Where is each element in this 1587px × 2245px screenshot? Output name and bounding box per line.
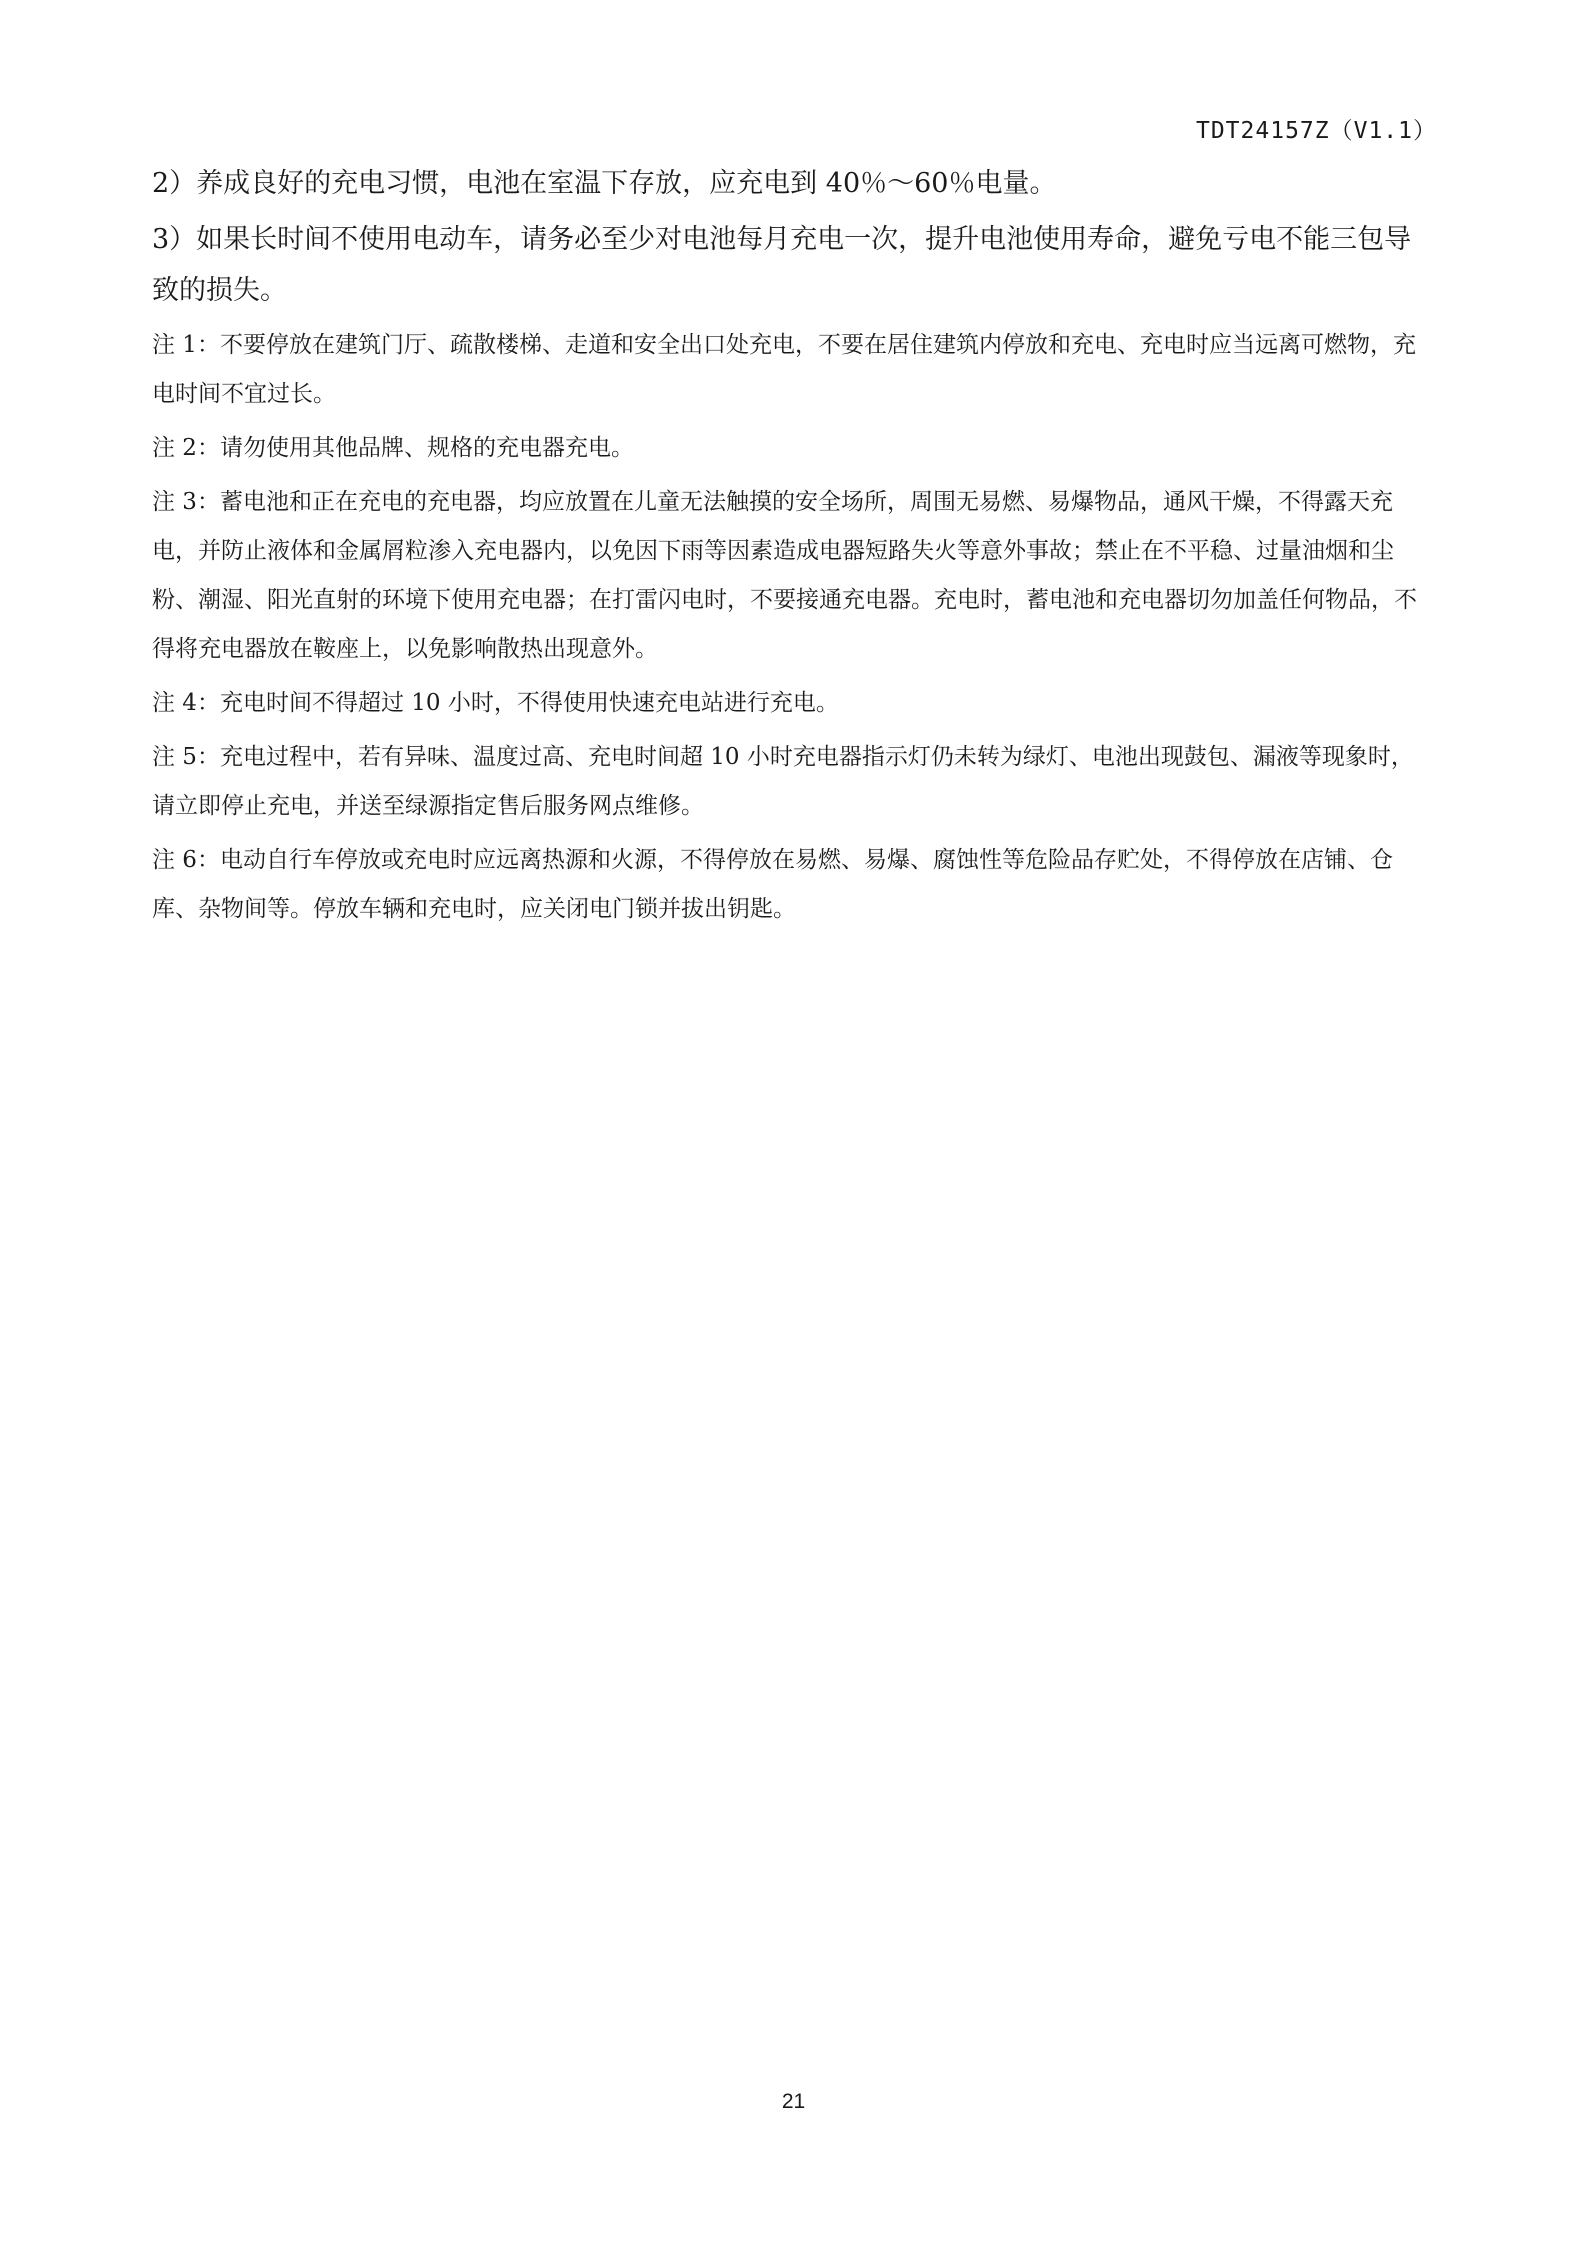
- note-2: [152, 424, 1435, 473]
- note-3: [152, 478, 1435, 674]
- note-4: [152, 679, 1435, 728]
- note-4-label: 注 4：: [152, 690, 220, 716]
- page-number: 21: [781, 2090, 806, 2113]
- document-body: [152, 158, 1435, 939]
- note-2-text: 请勿使用其他品牌、规格的充电器充电。: [219, 435, 634, 461]
- paragraph-long-term-storage: 3）如果长时间不使用电动车，请务必至少对电池每月充电一次，提升电池使用寿命，避免亏电不能三包导致的损失。: [152, 224, 1412, 306]
- paragraph-charging-habit: 2）养成良好的充电习惯，电池在室温下存放，应充电到 40％～60％电量。: [152, 168, 1057, 199]
- note-6-label: 注 6：: [152, 847, 220, 873]
- document-code: TDT24157Z（V1.1）: [1195, 118, 1437, 144]
- note-1-text: 不要停放在建筑门厅、疏散楼梯、走道和安全出口处充电，不要在居住建筑内停放和充电、充电时应当远离可燃物，充电时间不宜过长。: [152, 332, 1416, 407]
- note-4-text: 充电时间不得超过 10 小时，不得使用快速充电站进行充电。: [219, 690, 839, 716]
- note-6-text: 电动自行车停放或充电时应远离热源和火源，不得停放在易燃、易爆、腐蚀性等危险品存贮处，不得停放在店铺、仓库、杂物间等。停放车辆和充电时，应关闭电门锁并拔出钥匙。: [152, 847, 1393, 922]
- note-1: [152, 321, 1435, 419]
- note-6: [152, 836, 1435, 934]
- note-3-text: 蓄电池和正在充电的充电器，均应放置在儿童无法触摸的安全场所，周围无易燃、易爆物品，通风干燥，不得露天充电，并防止液体和金属屑粒渗入充电器内，以免因下雨等因素造成电器短路失火等意外事故；禁止在不平稳、过量油烟和尘粉、潮湿、阳光直射的环境下使用充电器；在打雷闪电时，不要接通充电器。充电时，蓄电池和充电器切勿加盖任何物品，不得将充电器放在鞍座上，以免影响散热出现意外。: [152, 489, 1417, 662]
- note-2-label: 注 2：: [152, 435, 220, 461]
- note-1-label: 注 1：: [152, 332, 220, 358]
- note-5: [152, 733, 1435, 831]
- note-5-text: 充电过程中，若有异味、温度过高、充电时间超 10 小时充电器指示灯仍未转为绿灯、电池出现鼓包、漏液等现象时，请立即停止充电，并送至绿源指定售后服务网点维修。: [152, 744, 1414, 819]
- note-3-label: 注 3：: [152, 489, 220, 515]
- note-5-label: 注 5：: [152, 744, 220, 770]
